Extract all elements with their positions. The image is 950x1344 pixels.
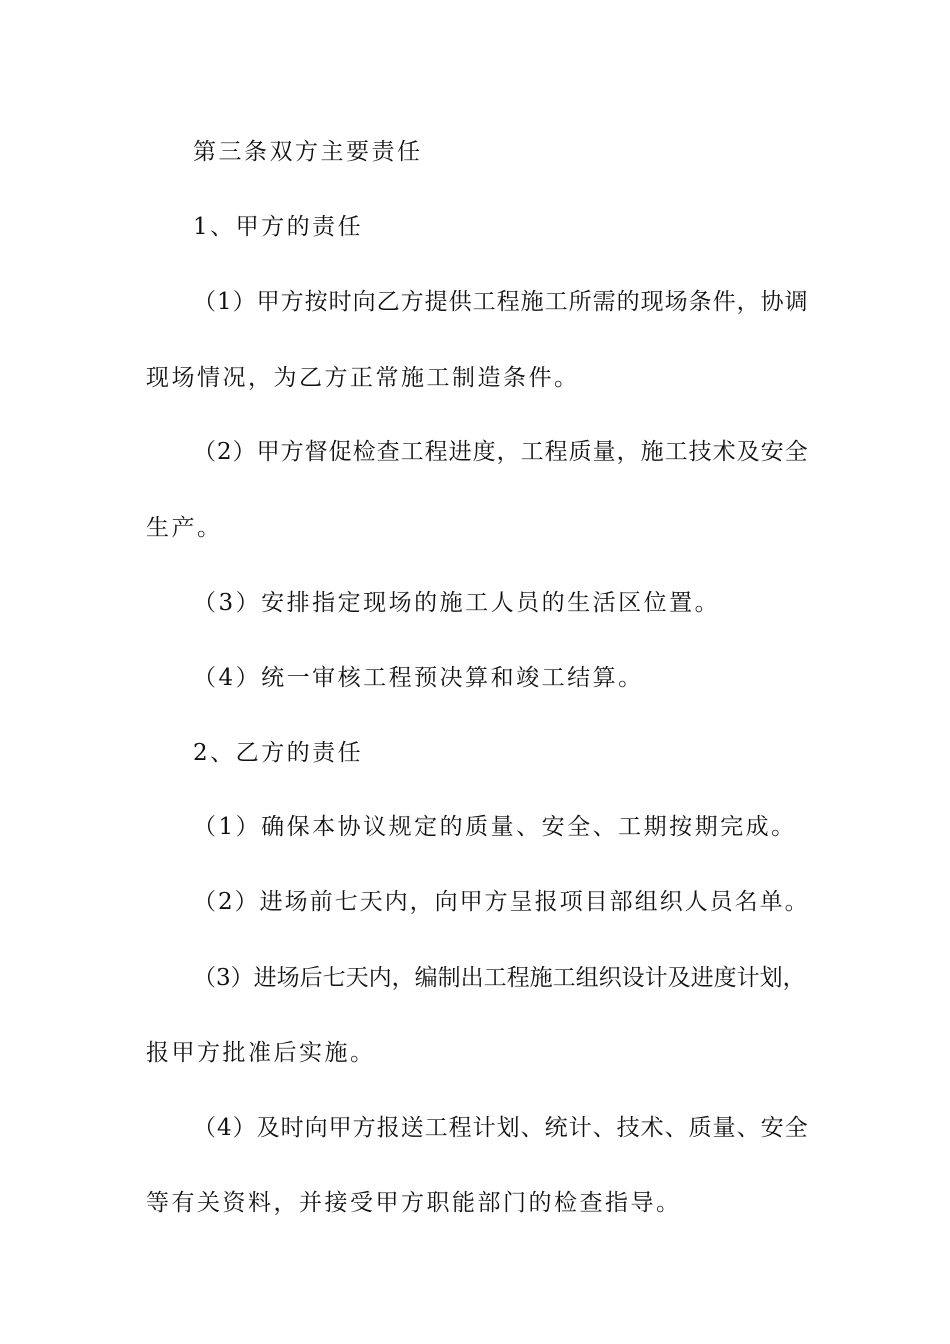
party-b-item-4-line-1: （4）及时向甲方报送工程计划、统计、技术、质量、安全 <box>193 1115 809 1141</box>
party-b-item-4-line-2: 等有关资料，并接受甲方职能部门的检查指导。 <box>146 1190 682 1216</box>
party-a-item-2-line-1: （2）甲方督促检查工程进度，工程质量，施工技术及安全 <box>193 439 809 465</box>
party-b-item-2: （2）进场前七天内，向甲方呈报项目部组织人员名单。 <box>193 889 810 915</box>
party-a-item-2-line-2: 生产。 <box>146 515 223 541</box>
party-a-item-1-line-1: （1）甲方按时向乙方提供工程施工所需的现场条件，协调 <box>193 289 809 315</box>
party-a-item-1-line-2: 现场情况，为乙方正常施工制造条件。 <box>146 365 580 391</box>
party-b-heading: 2、乙方的责任 <box>193 740 364 766</box>
party-a-item-4: （4）统一审核工程预决算和竣工结算。 <box>193 665 644 691</box>
party-a-heading: 1、甲方的责任 <box>193 214 364 240</box>
party-b-item-1: （1）确保本协议规定的质量、安全、工期按期完成。 <box>193 814 797 840</box>
party-b-item-3-line-2: 报甲方批准后实施。 <box>146 1040 376 1066</box>
party-a-item-3: （3）安排指定现场的施工人员的生活区位置。 <box>193 590 721 616</box>
section-heading: 第三条双方主要责任 <box>193 139 423 165</box>
party-b-item-3-line-1: （3）进场后七天内，编制出工程施工组织设计及进度计划， <box>193 965 806 991</box>
